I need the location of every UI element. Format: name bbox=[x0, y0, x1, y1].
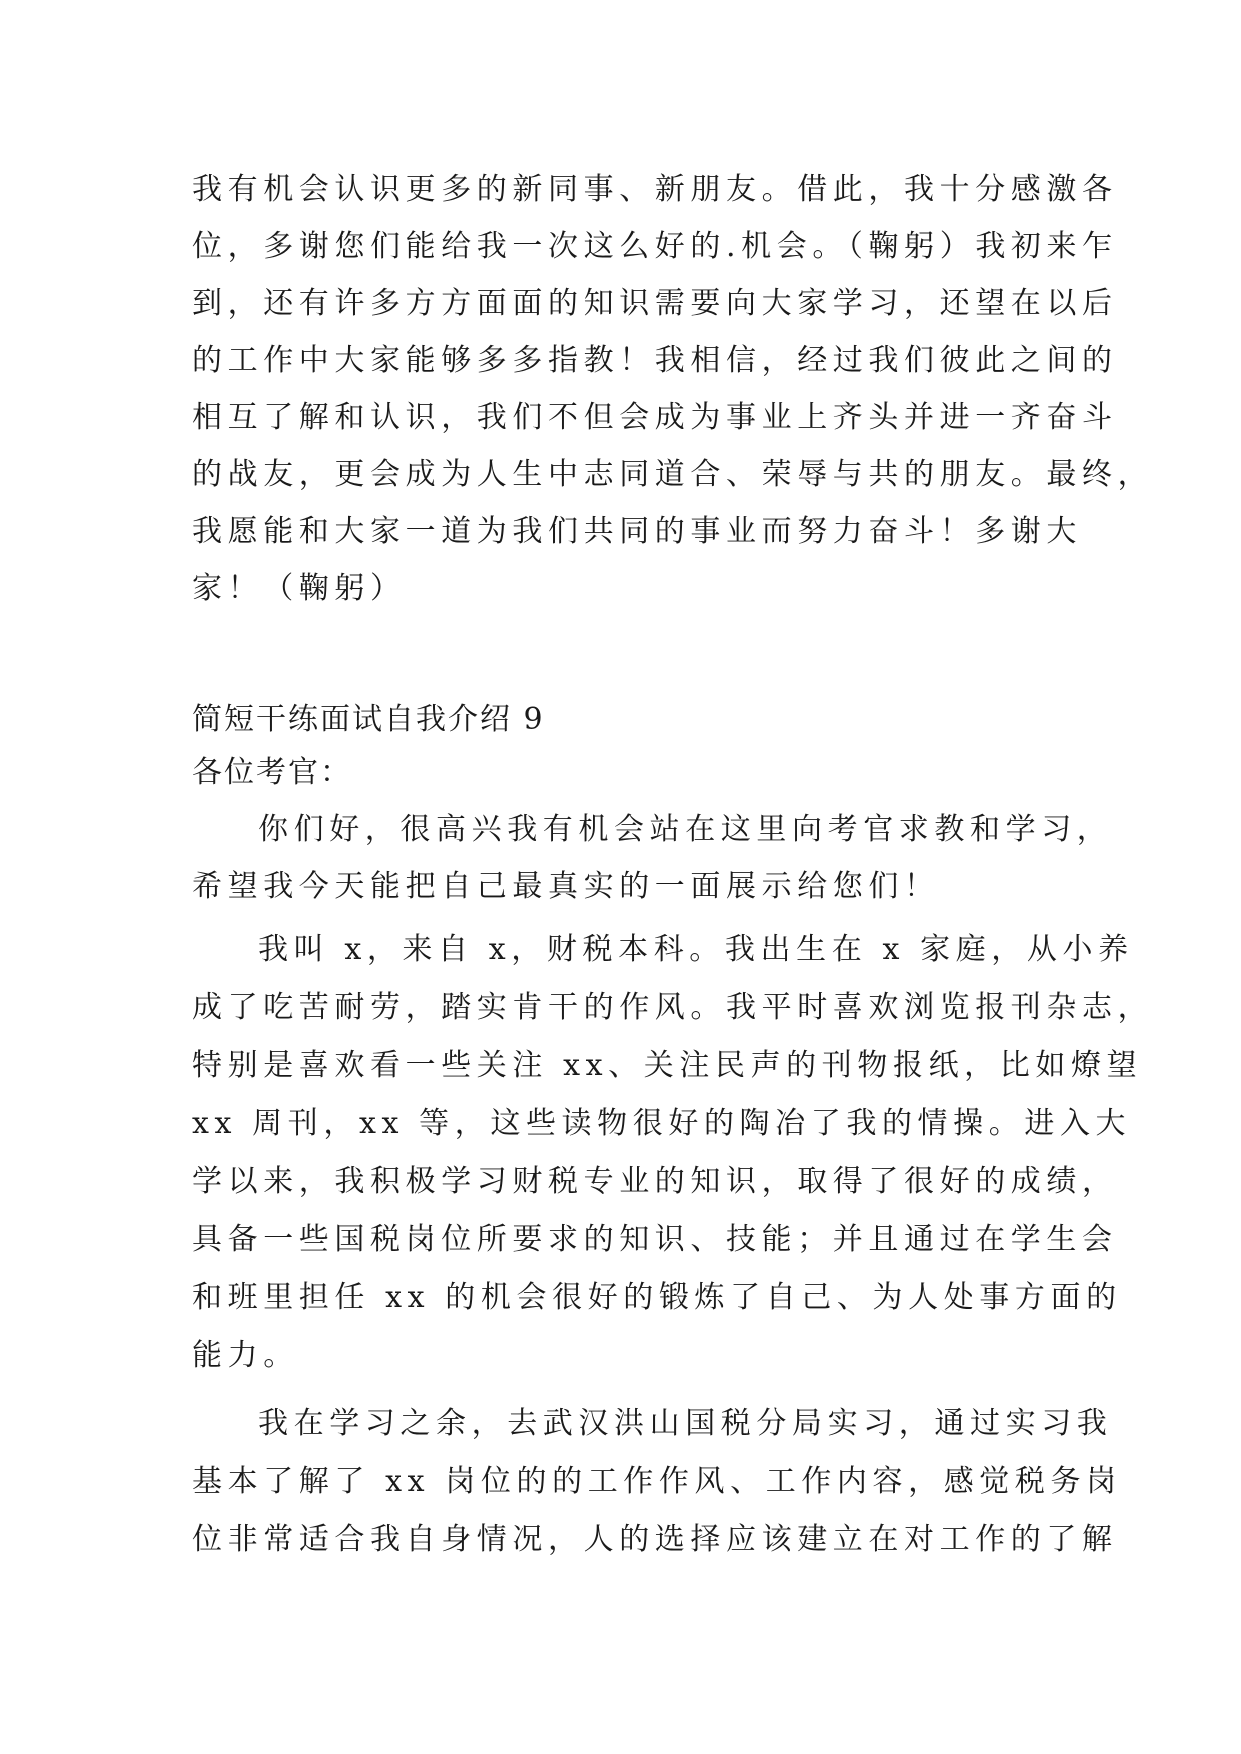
text-line: 成了吃苦耐劳，踏实肯干的作风。我平时喜欢浏览报刊杂志， bbox=[192, 990, 1154, 1025]
text-line: 学以来，我积极学习财税专业的知识，取得了很好的成绩， bbox=[192, 1164, 1118, 1199]
text-line: 我在学习之余，去武汉洪山国税分局实习，通过实习我 bbox=[258, 1406, 1113, 1441]
text-line: 的工作中大家能够多多指教！我相信，经过我们彼此之间的 bbox=[192, 343, 1118, 378]
text-line: 和班里担任 xx 的机会很好的锻炼了自己、为人处事方面的 bbox=[192, 1280, 1122, 1315]
text-line: xx 周刊，xx 等，这些读物很好的陶冶了我的情操。进入大 bbox=[192, 1106, 1132, 1141]
text-line: 家！（鞠躬） bbox=[192, 571, 406, 606]
text-line: 具备一些国税岗位所要求的知识、技能；并且通过在学生会 bbox=[192, 1222, 1118, 1257]
section-heading: 简短干练面试自我介绍 9 bbox=[192, 702, 545, 737]
text-line: 到，还有许多方方面面的知识需要向大家学习，还望在以后 bbox=[192, 286, 1118, 321]
text-line: 我有机会认识更多的新同事、新朋友。借此，我十分感激各 bbox=[192, 172, 1118, 207]
text-line: 特别是喜欢看一些关注 xx、关注民声的刊物报纸，比如燎望 bbox=[192, 1048, 1143, 1083]
text-line: 我叫 x，来自 x，财税本科。我出生在 x 家庭，从小养 bbox=[258, 932, 1134, 967]
text-line: 的战友，更会成为人生中志同道合、荣辱与共的朋友。最终， bbox=[192, 457, 1154, 492]
text-line: 基本了解了 xx 岗位的的工作作风、工作内容，感觉税务岗 bbox=[192, 1464, 1122, 1499]
text-line: 希望我今天能把自己最真实的一面展示给您们！ bbox=[192, 869, 940, 904]
text-line: 我愿能和大家一道为我们共同的事业而努力奋斗！多谢大 bbox=[192, 514, 1082, 549]
text-line: 能力。 bbox=[192, 1338, 299, 1373]
text-line: 位，多谢您们能给我一次这么好的.机会。（鞠躬）我初来乍 bbox=[192, 229, 1118, 264]
text-line: 你们好，很高兴我有机会站在这里向考官求教和学习， bbox=[258, 812, 1113, 847]
text-line: 相互了解和认识，我们不但会成为事业上齐头并进一齐奋斗 bbox=[192, 400, 1118, 435]
text-line: 位非常适合我自身情况，人的选择应该建立在对工作的了解 bbox=[192, 1522, 1118, 1557]
salutation: 各位考官： bbox=[192, 755, 352, 790]
